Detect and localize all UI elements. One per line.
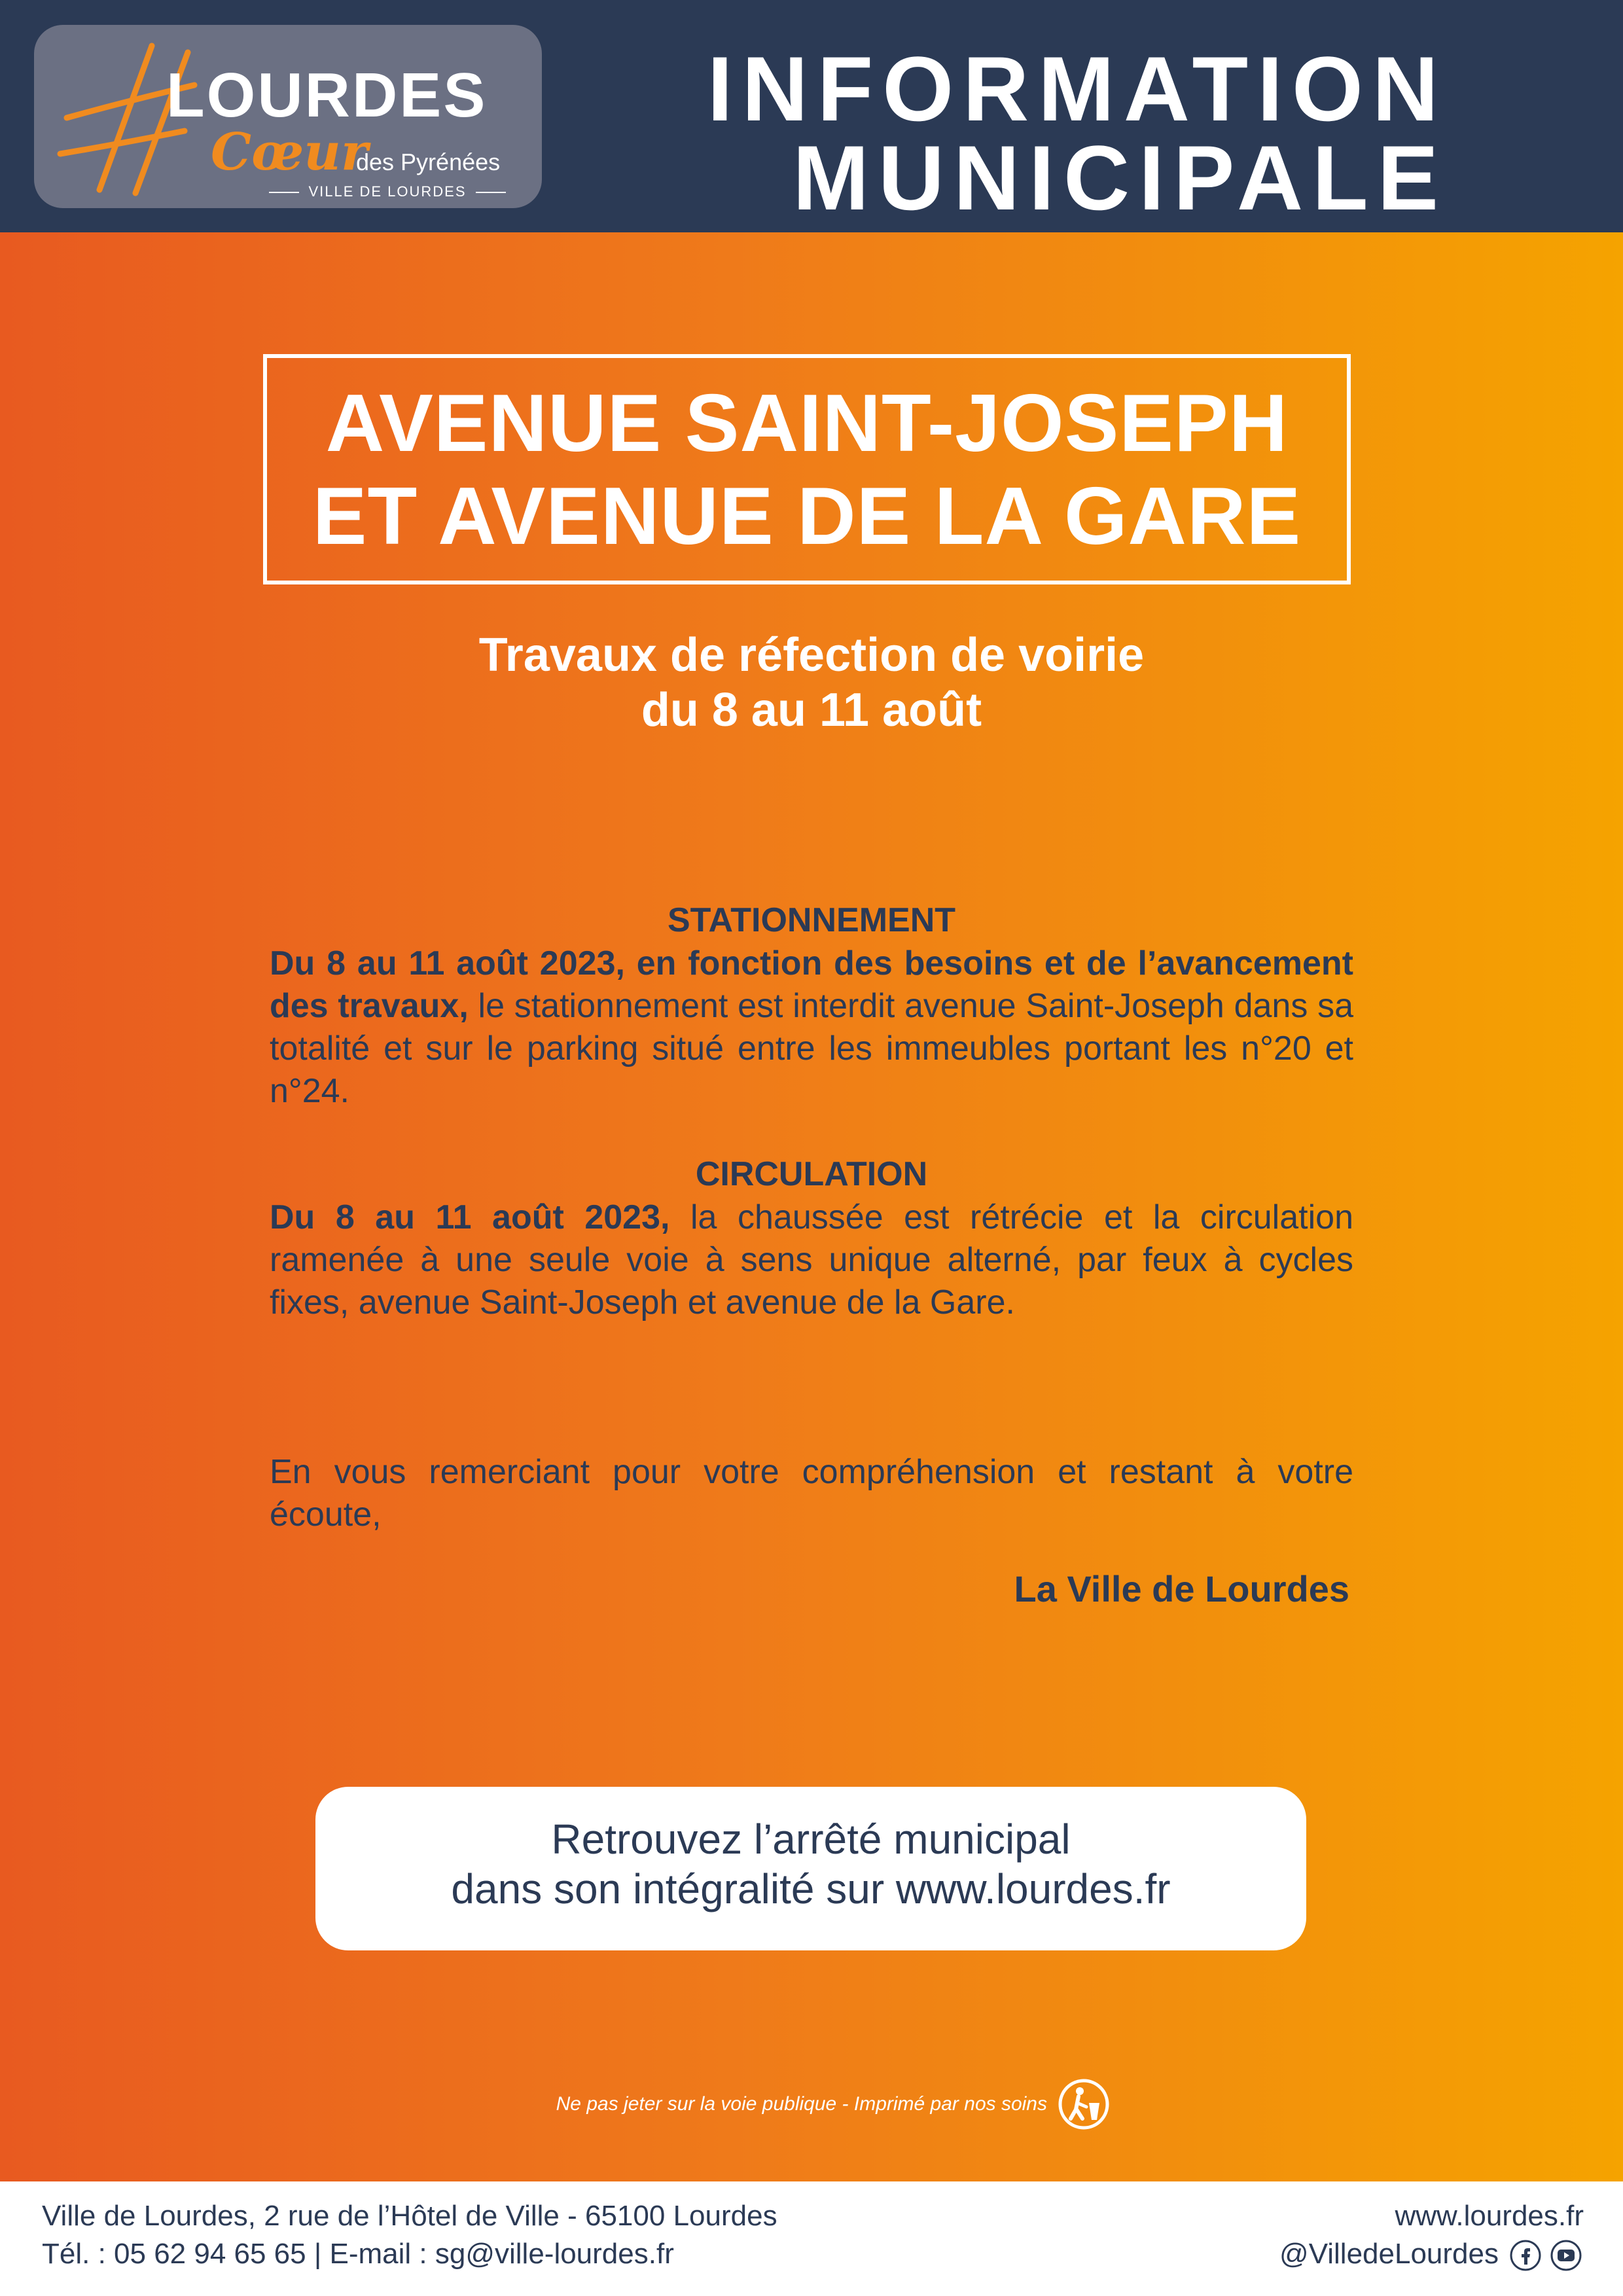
arrete-link-box[interactable]	[315, 1787, 1306, 1950]
logo-wordmark: LOURDES	[166, 60, 488, 130]
notice-subtitle-line1: Travaux de réfection de voirie	[478, 629, 1145, 681]
footer-social-handle: @VilledeLourdes	[1279, 2238, 1499, 2270]
logo-subtitle: VILLE DE LOURDES	[250, 183, 525, 200]
lourdes-logo	[34, 25, 542, 208]
youtube-icon[interactable]	[1550, 2239, 1582, 2272]
logo-script: Cœur	[211, 122, 368, 182]
header-title	[695, 37, 1448, 229]
stationnement-paragraph	[270, 942, 1353, 1113]
circulation-lead: Du 8 au 11 août 2023,	[270, 1198, 670, 1236]
footer-contact: Tél. : 05 62 94 65 65 | E-mail : sg@ville-lourdes.fr	[42, 2238, 674, 2270]
closing-paragraph: En vous remerciant pour votre compréhension et restant à votre écoute,	[270, 1453, 1353, 1534]
notice-body	[0, 232, 1623, 2181]
cta-line2: dans son intégralité sur www.lourdes.fr	[451, 1865, 1171, 1912]
footer-website-link[interactable]: www.lourdes.fr	[1395, 2200, 1584, 2232]
logo-tagline: des Pyrénées	[356, 149, 501, 175]
facebook-icon[interactable]	[1509, 2239, 1542, 2272]
notice-subtitle-line2: du 8 au 11 août	[641, 684, 982, 736]
footer	[0, 2181, 1623, 2296]
circulation-heading: CIRCULATION	[695, 1155, 928, 1193]
cta-line1: Retrouvez l’arrêté municipal	[551, 1816, 1071, 1863]
notice-title-line2: ET AVENUE DE LA GARE	[312, 471, 1302, 562]
notice-title-line1: AVENUE SAINT-JOSEPH	[325, 378, 1289, 469]
recycle-note: Ne pas jeter sur la voie publique - Imprimé par nos soins	[556, 2093, 1047, 2115]
header-banner	[0, 0, 1623, 232]
notice-title-box	[263, 354, 1351, 584]
recycle-icon	[1056, 2077, 1111, 2132]
circulation-text: la chaussée est rétrécie et la circulation ramenée à une seule voie à sens unique alterné, par feux à cycles fixes, avenue Saint-Joseph et avenue de la Gare.	[270, 1198, 1353, 1321]
header-title-line1: INFORMATION	[707, 37, 1448, 140]
stationnement-heading: STATIONNEMENT	[667, 901, 956, 939]
circulation-paragraph	[270, 1196, 1353, 1324]
footer-address: Ville de Lourdes, 2 rue de l’Hôtel de Ville - 65100 Lourdes	[42, 2200, 777, 2232]
signature: La Ville de Lourdes	[1014, 1568, 1349, 1609]
header-title-line2: MUNICIPALE	[793, 126, 1448, 229]
stationnement-lead: Du 8 au 11 août 2023, en fonction des besoins et de l’avancement des travaux,	[270, 944, 1353, 1025]
stationnement-text: le stationnement est interdit avenue Saint-Joseph dans sa totalité et sur le parking situé entre les immeubles portant les n°20 et n°24.	[270, 987, 1353, 1110]
